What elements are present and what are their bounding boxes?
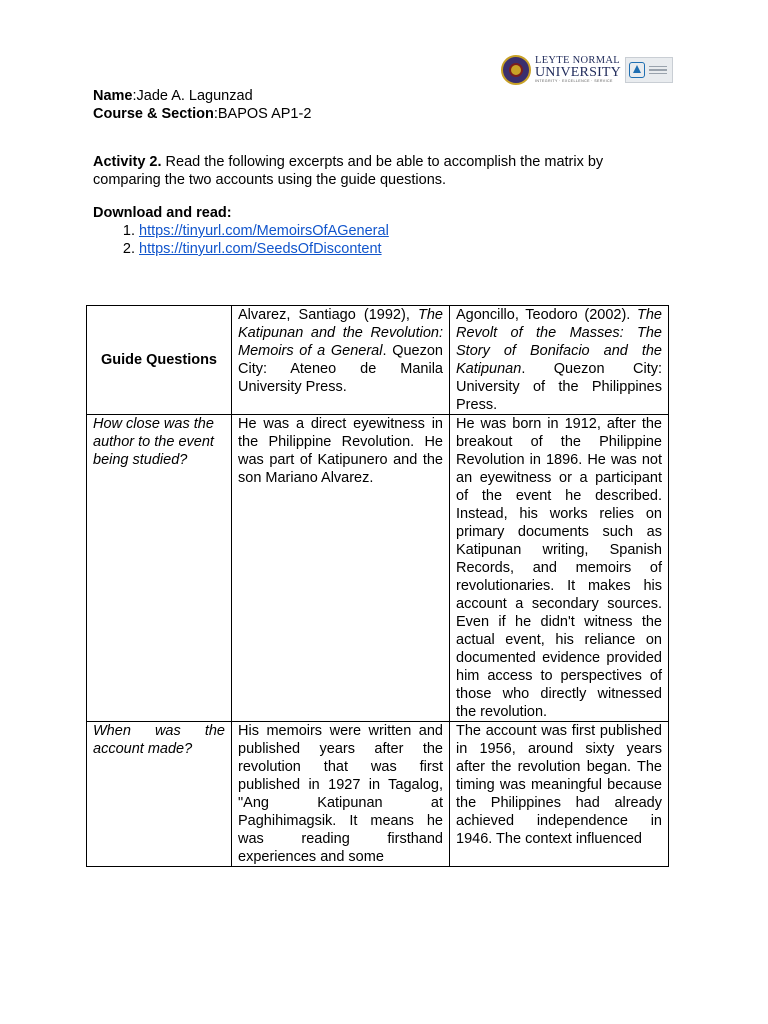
download-item: [139, 222, 389, 240]
activity-instructions: [93, 153, 673, 189]
alvarez-answer: He was a direct eyewitness in the Philippine Revolution. He was part of Katipunero and the son Mariano Alvarez.: [232, 415, 450, 722]
alvarez-answer: His memoirs were written and published years after the revolution that was first published in 1927 in Tagalog, "Ang Katipunan at Paghihimagsik. It means he was reading firsthand experiences and some: [232, 722, 450, 867]
seeds-link[interactable]: https://tinyurl.com/SeedsOfDiscontent: [139, 241, 382, 257]
agoncillo-answer: The account was first published in 1956, around sixty years after the revolution began. The timing was meaningful because the Philippines had already achieved independence in 1946. The context influenced: [450, 722, 669, 867]
name-label: Name: [93, 88, 133, 104]
course-label: Course & Section: [93, 106, 214, 122]
course-line: [93, 105, 311, 123]
table-row: [87, 415, 669, 722]
certification-badge-icon: [625, 57, 673, 83]
guide-questions-header: Guide Questions: [87, 306, 232, 415]
download-section: [93, 204, 389, 258]
student-info: [93, 87, 311, 123]
download-heading: Download and read:: [93, 205, 232, 221]
activity-text: Read the following excerpts and be able to accomplish the matrix by comparing the two accounts using the guide questions.: [93, 154, 604, 188]
name-value: :Jade A. Lagunzad: [132, 88, 253, 104]
table-header-row: [87, 306, 669, 415]
memoirs-link[interactable]: https://tinyurl.com/MemoirsOfAGeneral: [139, 223, 389, 239]
download-item: [139, 240, 389, 258]
university-wordmark: LEYTE NORMAL UNIVERSITY INTEGRITY · EXCELLENCE · SERVICE: [535, 54, 621, 84]
activity-label: Activity 2.: [93, 154, 162, 170]
agoncillo-answer: He was born in 1912, after the breakout of the Philippine Revolution in 1896. He was not an eyewitness or a participant of the event he described. Instead, his works relies on primary documents such as Katipunan writing, Spanish Records, and memoirs of revolutionaries. It makes his account a secondary sources. Even if he didn't witness the actual event, his reliance on documented evidence provided him access to perspectives of those who directly witnessed the revolution.: [450, 415, 669, 722]
download-list: [93, 222, 389, 258]
student-name-line: [93, 87, 311, 105]
course-value: :BAPOS AP1-2: [213, 106, 312, 122]
university-seal-icon: [501, 55, 531, 85]
source-alvarez-header: Alvarez, Santiago (1992), The Katipunan and the Revolution: Memoirs of a General. Quezon City: Ateneo de Manila University Press.: [232, 306, 450, 415]
table-row: [87, 722, 669, 867]
guide-question: How close was the author to the event being studied?: [87, 415, 232, 722]
comparison-matrix: [86, 305, 669, 867]
university-logo: [501, 55, 675, 85]
source-agoncillo-header: Agoncillo, Teodoro (2002). The Revolt of the Masses: The Story of Bonifacio and the Katipunan. Quezon City: University of the Philippines Press.: [450, 306, 669, 415]
guide-question: When was the account made?: [87, 722, 232, 867]
